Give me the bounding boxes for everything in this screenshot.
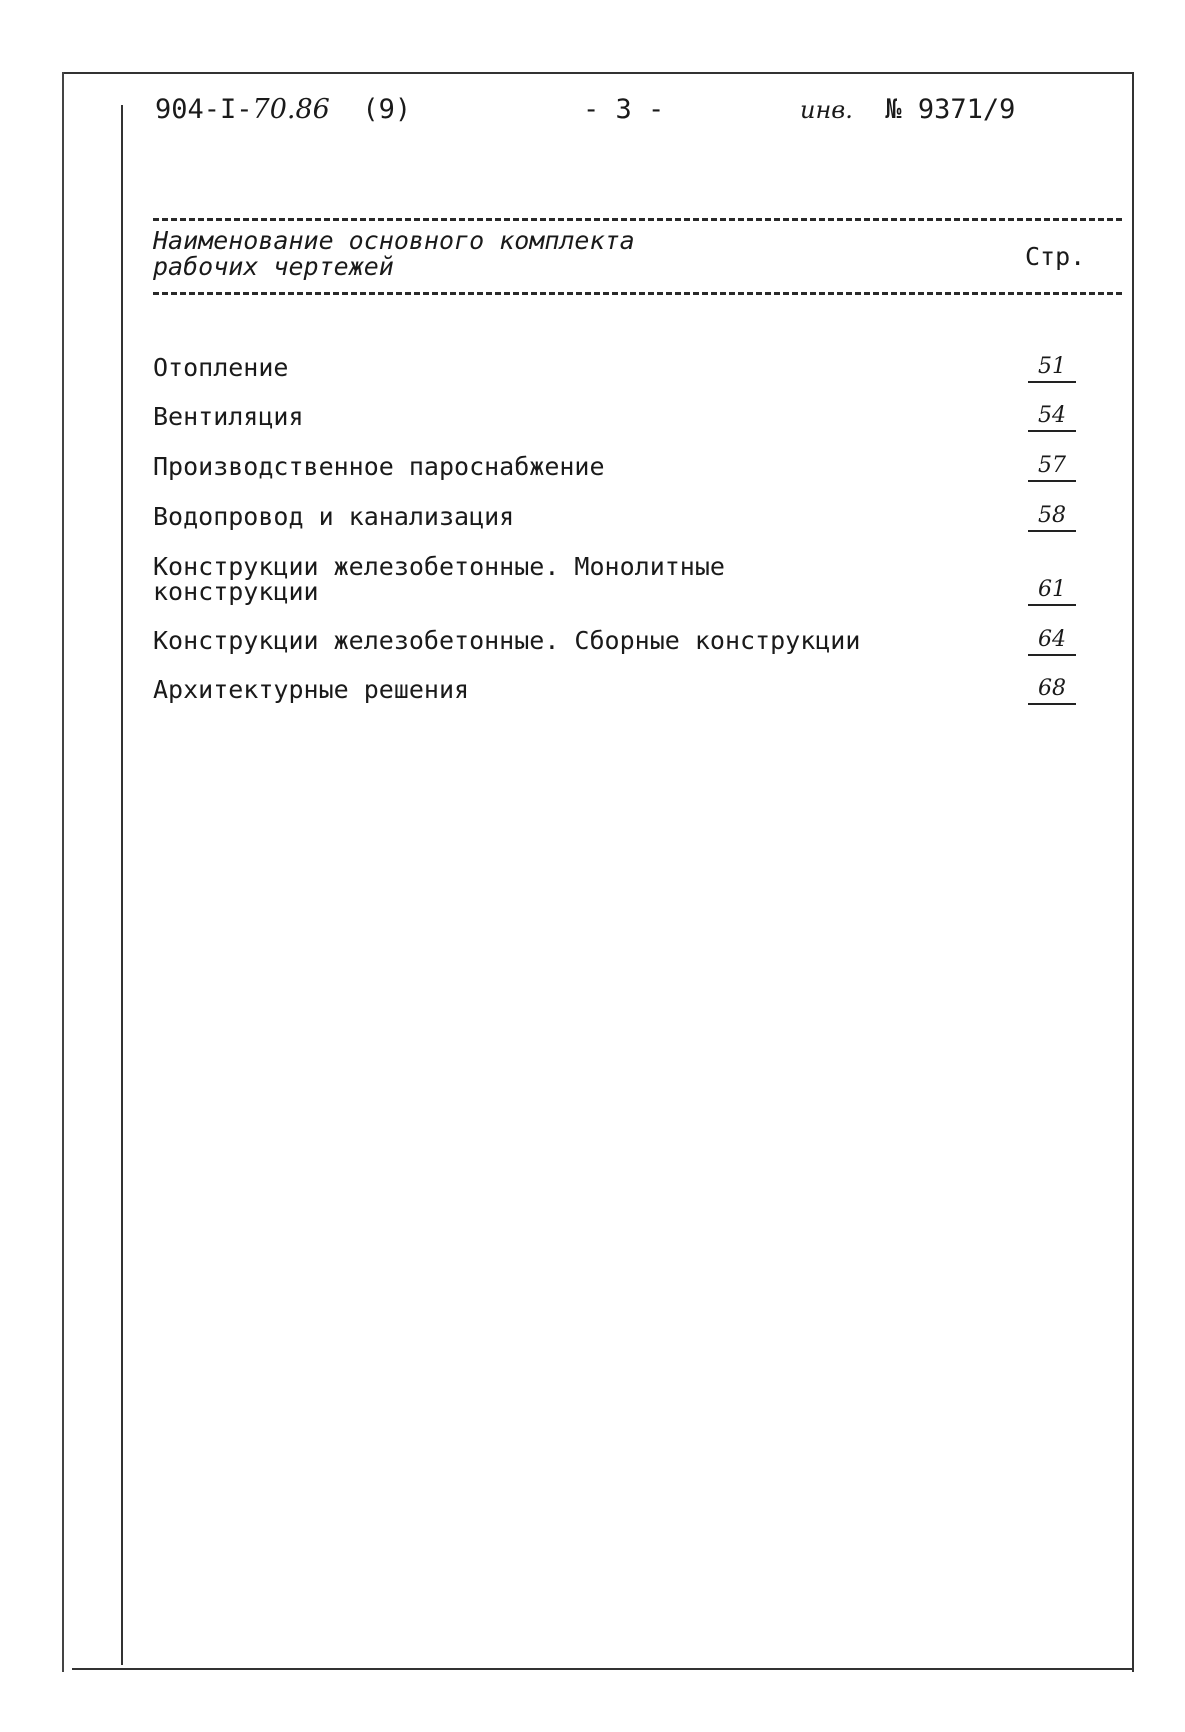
document-code xyxy=(155,90,411,130)
table-row-name: Архитектурные решения xyxy=(153,675,470,704)
table-row-page: 57 xyxy=(1028,454,1076,482)
frame-left-inner-border xyxy=(121,105,123,1665)
document-code-suffix: (9) xyxy=(362,94,412,125)
document-code-handwritten: 70.86 xyxy=(252,94,330,125)
inventory-value: № 9371/9 xyxy=(885,94,1016,125)
table-row-name: Отопление xyxy=(153,353,289,382)
table-row-page: 61 xyxy=(1028,578,1076,606)
table-row-page: 58 xyxy=(1028,504,1076,532)
table-row-name: Конструкции железобетонные. Монолитные конструкции xyxy=(153,552,725,606)
table-row-name: Вентиляция xyxy=(153,402,304,431)
frame-bottom-border xyxy=(72,1668,1134,1670)
frame-left-outer-border xyxy=(62,72,64,1672)
inventory-label: инв. xyxy=(800,96,853,124)
table-row-name: Водопровод и канализация xyxy=(153,502,515,531)
frame-top-border xyxy=(62,72,1134,74)
document-code-prefix: 904-I- xyxy=(155,94,253,125)
inventory-number xyxy=(800,90,1015,130)
frame-right-border xyxy=(1132,72,1134,1672)
table-row-page: 68 xyxy=(1028,677,1076,705)
table-row-page: 51 xyxy=(1028,355,1076,383)
table-header-name: Наименование основного комплекта рабочих чертежей xyxy=(153,226,635,281)
page-number: - 3 - xyxy=(583,94,665,125)
table-top-rule xyxy=(153,218,1122,221)
table-header-page: Стр. xyxy=(1025,242,1086,271)
table-row-name: Конструкции железобетонные. Сборные конструкции xyxy=(153,626,861,655)
table-row-page: 54 xyxy=(1028,404,1076,432)
table-row-name: Производственное пароснабжение xyxy=(153,452,605,481)
table-row-page: 64 xyxy=(1028,628,1076,656)
table-header-rule xyxy=(153,292,1122,295)
